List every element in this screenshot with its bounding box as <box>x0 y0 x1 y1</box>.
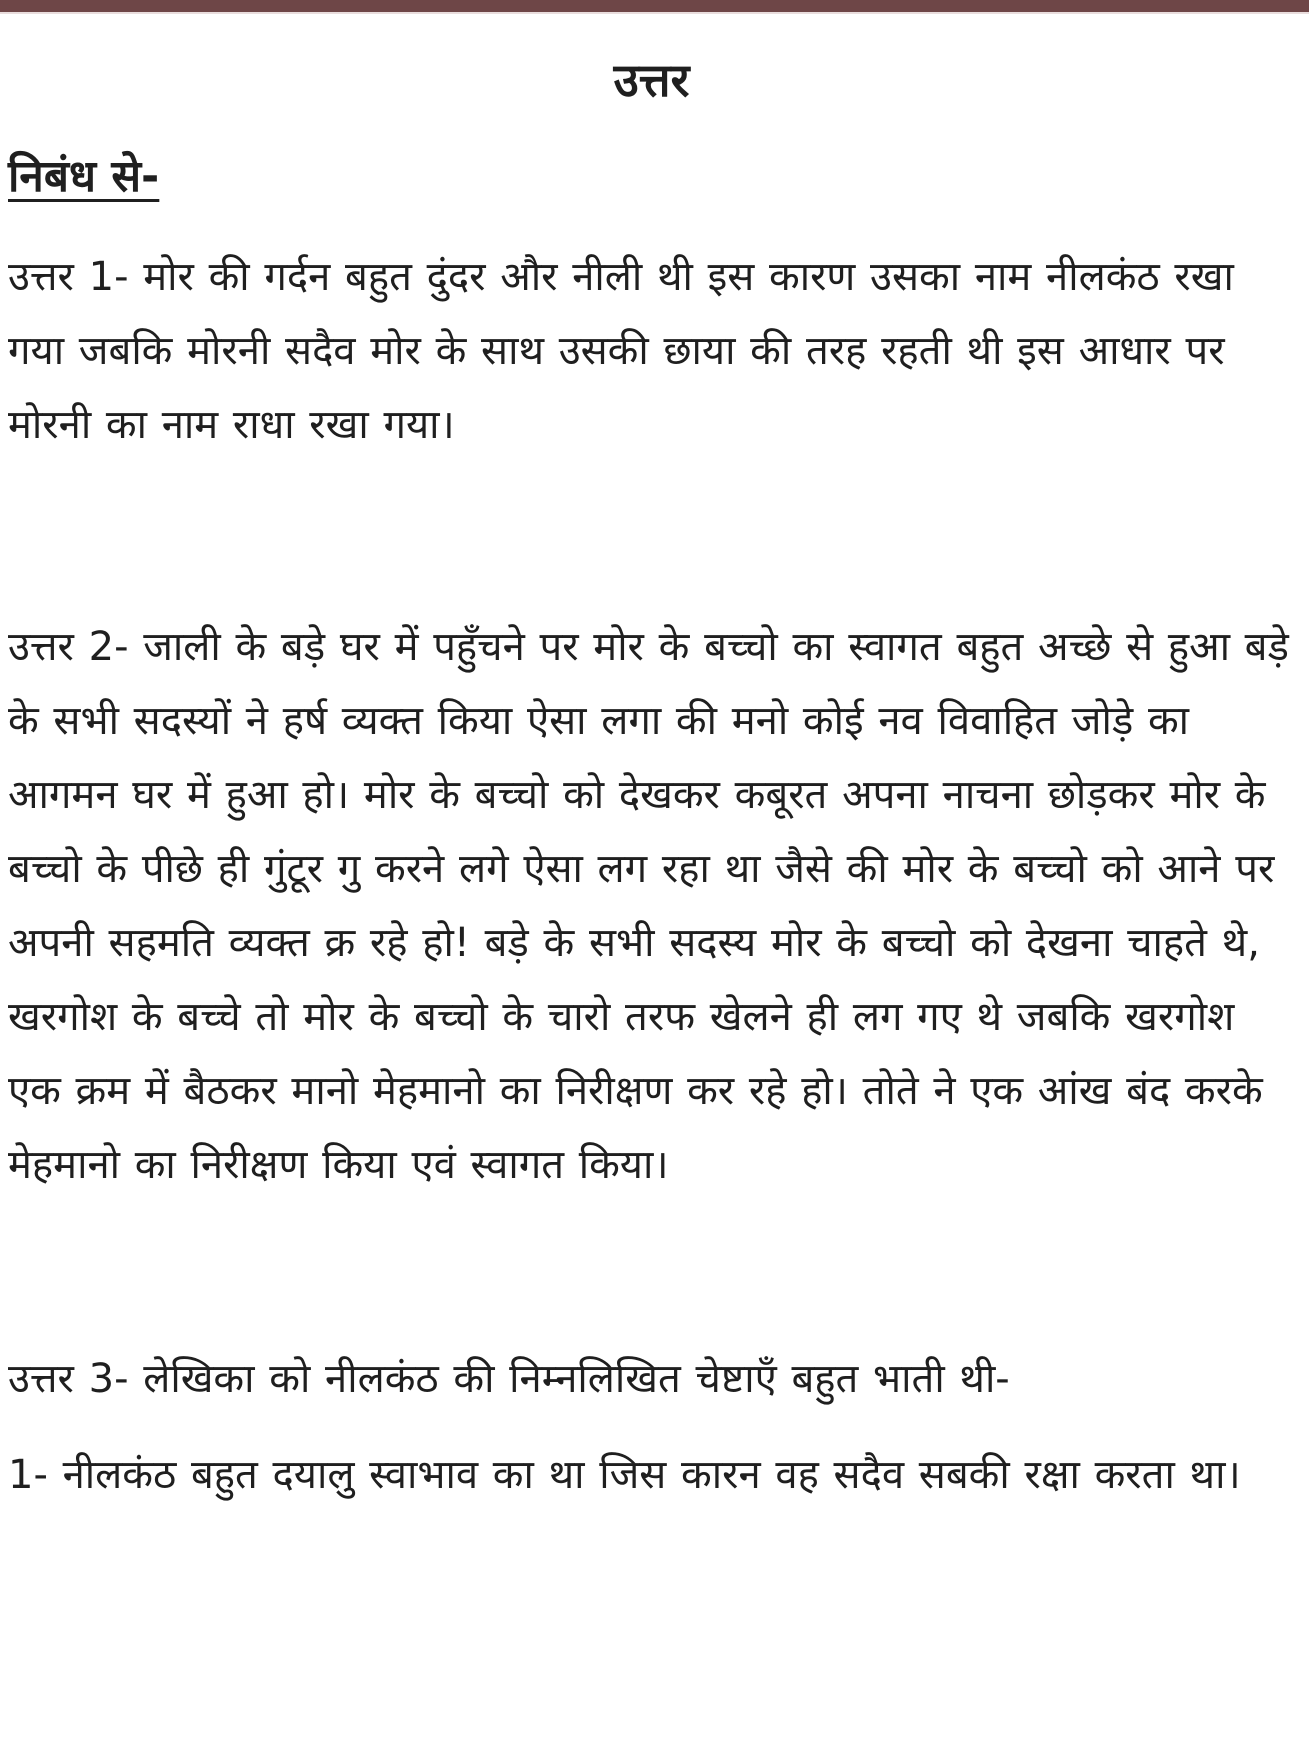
section-heading: निबंध से- <box>8 151 160 202</box>
document-page <box>0 50 1309 1512</box>
answer-paragraph-3-point-1: 1- नीलकंठ बहुत दयालु स्वाभाव का था जिस कारन वह सदैव सबकी रक्षा करता था। <box>8 1452 1241 1498</box>
top-bar <box>0 0 1309 14</box>
answer-paragraph-3-intro: उत्तर 3- लेखिका को नीलकंठ की निम्नलिखित चेष्टाएँ बहुत भाती थी- <box>8 1356 1010 1402</box>
answer-paragraph-1: उत्तर 1- मोर की गर्दन बहुत दुंदर और नीली थी इस कारण उसका नाम नीलकंठ रखा गया जबकि मोरनी सदैव मोर के साथ उसकी छाया की तरह रहती थी इस आधार पर मोरनी का नाम राधा रखा गया। <box>8 254 1234 448</box>
answer-paragraph-2: उत्तर 2- जाली के बड़े घर में पहुँचने पर मोर के बच्चो का स्वागत बहुत अच्छे से हुआ बड़े के सभी सदस्यों ने हर्ष व्यक्त किया ऐसा लगा की मनो कोई नव विवाहित जोड़े का आगमन घर में हुआ हो। मोर के बच्चो को देखकर कबूरत अपना नाचना छोड़कर मोर के बच्चो के पीछे ही गुंटूर गु करने लगे ऐसा लग रहा था जैसे की मोर के बच्चो को आने पर अपनी सहमति व्यक्त क्र रहे हो! बड़े के सभी सदस्य मोर के बच्चो को देखना चाहते थे, खरगोश के बच्चे तो मोर के बच्चो के चारो तरफ खेलने ही लग गए थे जबकि खरगोश एक क्रम में बैठकर मानो मेहमानो का निरीक्षण कर रहे हो। तोते ने एक आंख बंद करके मेहमानो का निरीक्षण किया एवं स्वागत किया। <box>8 624 1289 1188</box>
page-title: उत्तर <box>613 53 690 107</box>
